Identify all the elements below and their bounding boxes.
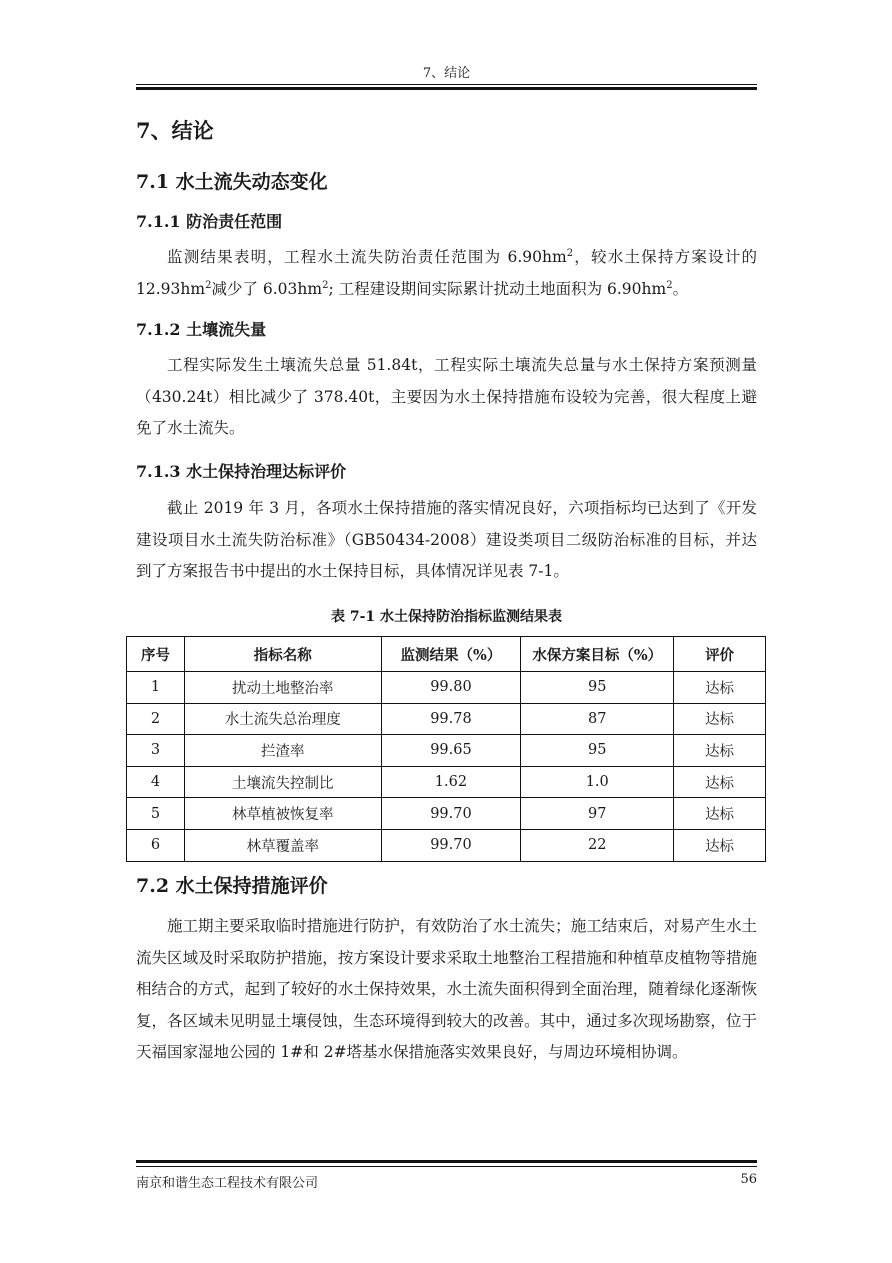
running-header: 7、结论 [422,66,471,81]
cell-result: 99.65 [381,735,521,767]
cell-evaluation: 达标 [674,798,766,830]
metrics-table [126,636,766,862]
cell-indicator: 土壤流失控制比 [184,766,381,798]
paragraph-soil-loss: 工程实际发生土壤流失总量 51.84t，工程实际土壤流失总量与水土保持方案预测量（430.24t）相比减少了 378.40t，主要因为水土保持措施布设较为完善，很大程度上避免了水土流失。 [136,356,757,437]
table-row [127,703,766,735]
page-number: 56 [740,1172,757,1187]
cell-indicator: 拦渣率 [184,735,381,767]
header-cell-target: 水保方案目标（%） [521,637,674,672]
cell-index: 5 [127,798,185,830]
cell-evaluation: 达标 [674,703,766,735]
cell-target: 95 [521,735,674,767]
section-heading-7-1: 7.1 水土流失动态变化 [136,171,328,193]
cell-target: 87 [521,703,674,735]
table-row [127,798,766,830]
table-row [127,829,766,861]
cell-result: 1.62 [381,766,521,798]
cell-index: 4 [127,766,185,798]
cell-evaluation: 达标 [674,766,766,798]
paragraph-measures-evaluation: 施工期主要采取临时措施进行防护，有效防治了水土流失；施工结束后，对易产生水土流失区域及时采取防护措施，按方案设计要求采取土地整治工程措施和种植草皮植物等措施相结合的方式，起到了较好的水土保持效果，水土流失面积得到全面治理，随着绿化逐渐恢复，各区域未见明显土壤侵蚀，生态环境得到较大的改善。其中，通过多次现场勘察，位于天福国家湿地公园的 1#和 2#塔基水保措施落实效果良好，与周边环境相协调。 [136,917,757,1061]
cell-evaluation: 达标 [674,829,766,861]
table-row [127,672,766,704]
cell-result: 99.80 [381,672,521,704]
subsection-heading-7-1-3: 7.1.3 水土保持治理达标评价 [136,462,347,481]
cell-evaluation: 达标 [674,672,766,704]
cell-index: 1 [127,672,185,704]
cell-result: 99.70 [381,829,521,861]
table-row [127,735,766,767]
subsection-heading-7-1-1: 7.1.1 防治责任范围 [136,212,283,231]
paragraph-responsibility-scope: 监测结果表明，工程水土流失防治责任范围为 $6.90hm^2$，较水土保持方案设计的 $12.93hm^2$减少了 $6.03hm^2$; 工程建设期间实际累计扰动土地面积为 $6.90hm^2$。 [136,247,757,298]
cell-evaluation: 达标 [674,735,766,767]
table-caption: 表 7-1 水土保持防治指标监测结果表 [330,609,563,625]
cell-target: 97 [521,798,674,830]
footer-rule-thin [136,1166,757,1167]
header-cell-result: 监测结果（%） [381,637,521,672]
cell-index: 2 [127,703,185,735]
paragraph-compliance-evaluation: 截止 2019 年 3 月，各项水土保持措施的落实情况良好，六项指标均已达到了《开发建设项目水土流失防治标准》（GB50434-2008）建设类项目二级防治标准的目标，并达到了方案报告书中提出的水土保持目标，具体情况详见表 7-1。 [136,499,757,580]
section-heading-7-2: 7.2 水土保持措施评价 [136,875,328,897]
cell-result: 99.70 [381,798,521,830]
cell-indicator: 林草植被恢复率 [184,798,381,830]
table-header-row [127,637,766,672]
table-row [127,766,766,798]
footer-company: 南京和谐生态工程技术有限公司 [136,1176,319,1191]
cell-indicator: 水土流失总治理度 [184,703,381,735]
subsection-heading-7-1-2: 7.1.2 土壤流失量 [136,320,267,339]
cell-index: 3 [127,735,185,767]
cell-indicator: 林草覆盖率 [184,829,381,861]
cell-indicator: 扰动土地整治率 [184,672,381,704]
cell-target: 22 [521,829,674,861]
header-rule-thin [136,84,757,85]
header-cell-index: 序号 [127,637,185,672]
cell-index: 6 [127,829,185,861]
cell-target: 1.0 [521,766,674,798]
cell-target: 95 [521,672,674,704]
header-cell-indicator: 指标名称 [184,637,381,672]
header-cell-evaluation: 评价 [674,637,766,672]
footer-rule-thick [136,1160,757,1163]
cell-result: 99.78 [381,703,521,735]
chapter-heading: 7、结论 [136,118,214,143]
header-rule-thick [136,87,757,90]
